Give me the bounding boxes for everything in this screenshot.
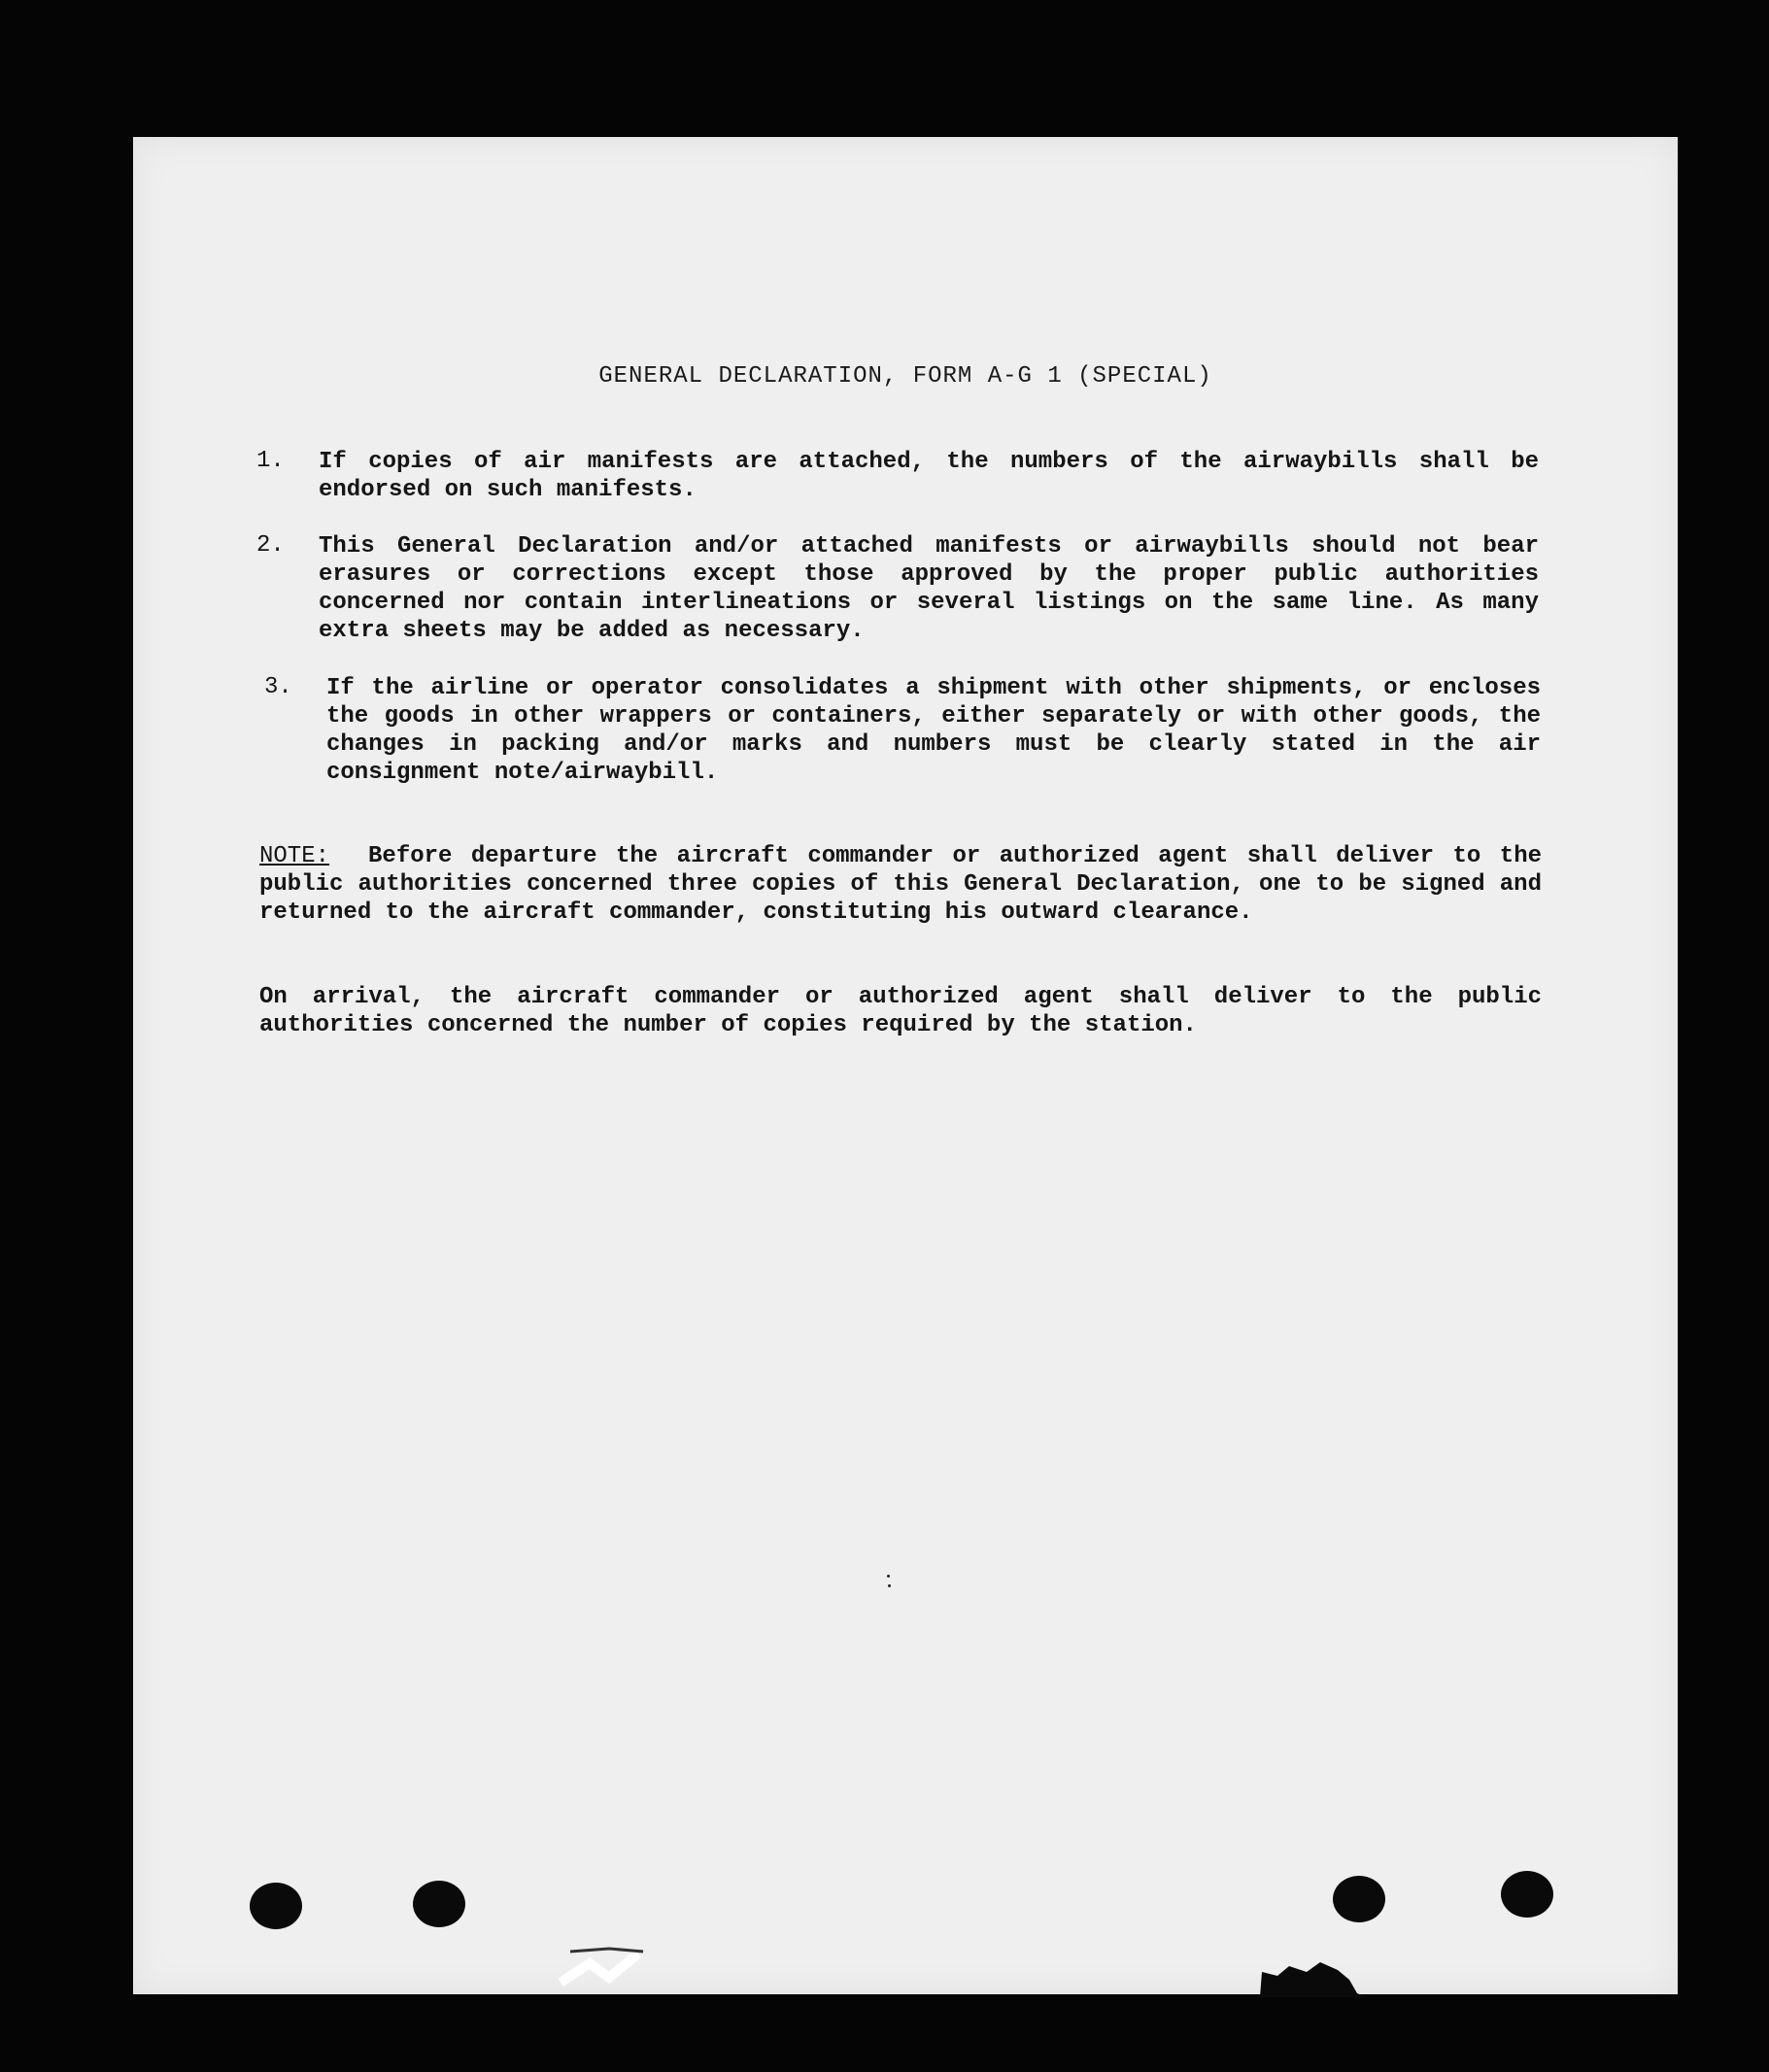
speck xyxy=(888,1584,891,1587)
note-text: Before departure the aircraft commander or authorized agent shall deliver to the public authorities concerned three copies of this General Declaration, one to be signed and returned to the aircraft commander, constituting his outward clearance. xyxy=(259,843,1542,926)
item-number: 3. xyxy=(264,674,292,700)
item-text: This General Declaration and/or attached manifests or airwaybills should not bear erasures or corrections except those approved by the proper public authorities concerned nor contain interlineations or several listings on the same line. As many extra sheets may be added as necessary. xyxy=(319,533,1539,644)
speck xyxy=(887,1575,890,1578)
note-paragraph xyxy=(259,842,1542,927)
document-page xyxy=(133,137,1678,1994)
item-text: If copies of air manifests are attached, the numbers of the airwaybills shall be endorsed on such manifests. xyxy=(319,449,1539,503)
punch-hole xyxy=(250,1883,302,1929)
punch-hole xyxy=(1333,1876,1385,1922)
torn-edge xyxy=(1260,1958,1367,1997)
item-number: 1. xyxy=(256,448,285,474)
document-title: GENERAL DECLARATION, FORM A-G 1 (SPECIAL) xyxy=(598,363,1212,390)
punch-hole xyxy=(413,1881,465,1927)
punch-hole xyxy=(1501,1871,1553,1918)
fold-mark xyxy=(551,1934,667,1994)
arrival-paragraph: On arrival, the aircraft commander or authorized agent shall deliver to the public authorities concerned the number of copies required by the station. xyxy=(259,984,1542,1038)
item-text: If the airline or operator consolidates a shipment with other shipments, or encloses the goods in other wrappers or containers, either separately or with other goods, the changes in packing and/or marks and numbers must be clearly stated in the air consignment note/airwaybill. xyxy=(326,675,1541,786)
note-label: NOTE: xyxy=(259,843,330,869)
item-number: 2. xyxy=(256,532,285,559)
